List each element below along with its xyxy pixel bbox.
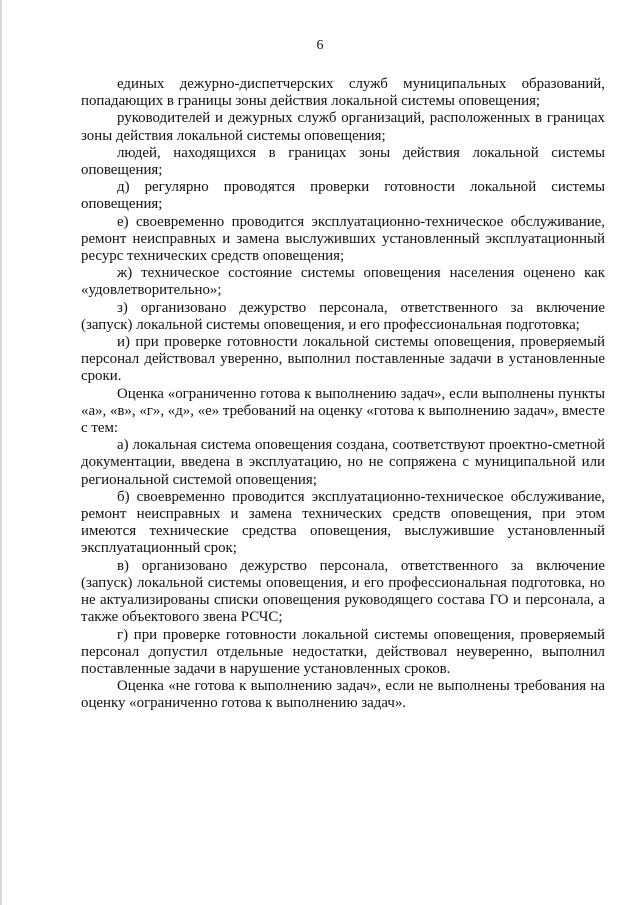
paragraph: б) своевременно проводится эксплуатационно-техническое обслуживание, ремонт неисправных и замена технических средств оповещения, при этом имеются технические средства оповещения, выслужившие установленный эксплуатационный срок; bbox=[81, 488, 605, 557]
paragraph: а) локальная система оповещения создана, соответствуют проектно-сметной документации, введена в эксплуатацию, но не сопряжена с муниципальной или региональной системой оповещения; bbox=[81, 437, 605, 488]
paragraph: и) при проверке готовности локальной системы оповещения, проверяемый персонал действовал уверенно, выполнил поставленные задачи в установленные сроки. bbox=[81, 334, 605, 385]
paragraph: руководителей и дежурных служб организаций, расположенных в границах зоны действия локальной системы оповещения; bbox=[81, 110, 605, 144]
paragraph: Оценка «не готова к выполнению задач», если не выполнены требования на оценку «ограниченно готова к выполнению задач». bbox=[81, 678, 605, 712]
scan-edge-shadow bbox=[0, 0, 2, 905]
paragraph: людей, находящихся в границах зоны действия локальной системы оповещения; bbox=[81, 144, 605, 179]
paragraph: ж) техническое состояние системы оповещения населения оценено как «удовлетворительно»; bbox=[81, 265, 605, 299]
paragraph: г) при проверке готовности локальной системы оповещения, проверяемый персонал допустил отдельные недостатки, действовал неуверенно, выполнил поставленные задачи в нарушение установленных сроков. bbox=[81, 626, 605, 677]
paragraph: единых дежурно-диспетчерских служб муниципальных образований, попадающих в границы зоны действия локальной системы оповещения; bbox=[81, 76, 605, 110]
paragraph: Оценка «ограниченно готова к выполнению задач», если выполнены пункты «а», «в», «г», «д», «е» требований на оценку «готова к выполнению задач», вместе с тем: bbox=[81, 385, 605, 437]
page-number: 6 bbox=[316, 38, 324, 53]
document-body bbox=[81, 76, 605, 713]
paragraph: д) регулярно проводятся проверки готовности локальной системы оповещения; bbox=[81, 179, 605, 213]
paragraph: в) организовано дежурство персонала, ответственного за включение (запуск) локальной системы оповещения, и его профессиональная подготовка, но не актуализированы списки оповещения руководящего состава ГО и персонала, а также объектового звена РСЧС; bbox=[81, 557, 605, 626]
paragraph: е) своевременно проводится эксплуатационно-техническое обслуживание, ремонт неисправных и замена выслуживших установленный эксплуатационный ресурс технических средств оповещения; bbox=[81, 213, 605, 265]
paragraph: з) организовано дежурство персонала, ответственного за включение (запуск) локальной системы оповещения, и его профессиональная подготовка; bbox=[81, 299, 605, 333]
